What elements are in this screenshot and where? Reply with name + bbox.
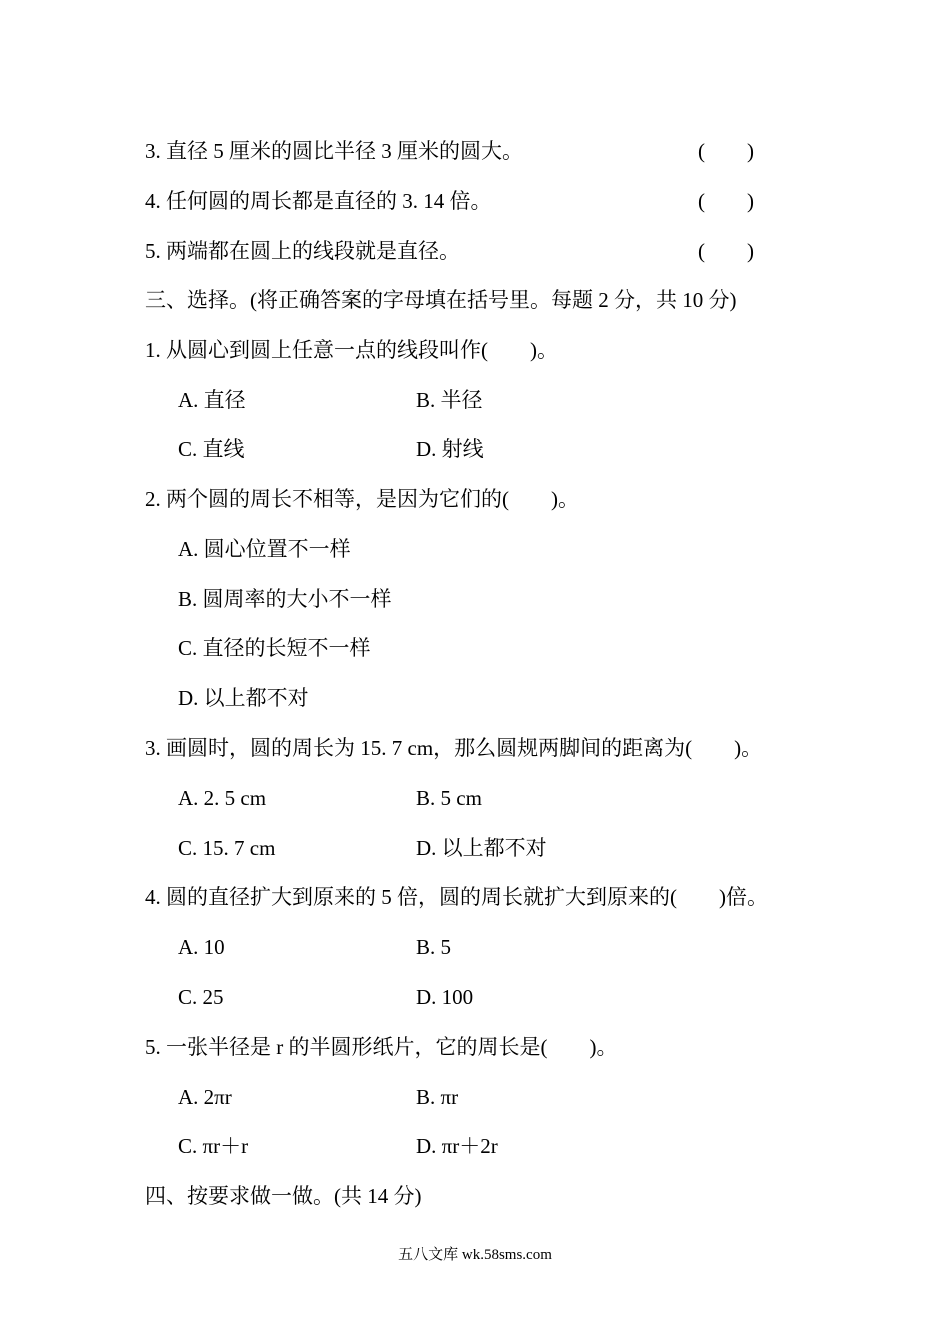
judge-item-3: 3. 直径 5 厘米的圆比半径 3 厘米的圆大。 <box>145 139 523 163</box>
question-4-option-a: A. 10 <box>178 935 225 959</box>
question-5-stem: 5. 一张半径是 r 的半圆形纸片，它的周长是( )。 <box>145 1035 618 1059</box>
judge-item-5: 5. 两端都在圆上的线段就是直径。 <box>145 239 460 263</box>
question-1-option-b: B. 半径 <box>416 388 483 412</box>
question-4-option-c: C. 25 <box>178 985 224 1009</box>
question-3-option-b: B. 5 cm <box>416 786 482 810</box>
question-1-option-a: A. 直径 <box>178 388 246 412</box>
question-5-option-b: B. πr <box>416 1085 459 1109</box>
question-5-option-c: C. πr＋r <box>178 1134 249 1158</box>
answer-parenthesis-5: ( ) <box>698 239 754 263</box>
question-4-stem: 4. 圆的直径扩大到原来的 5 倍，圆的周长就扩大到原来的( )倍。 <box>145 885 768 909</box>
judge-item-4: 4. 任何圆的周长都是直径的 3. 14 倍。 <box>145 189 492 213</box>
question-4-option-d: D. 100 <box>416 985 474 1009</box>
answer-parenthesis-3: ( ) <box>698 139 754 163</box>
question-5-option-d: D. πr＋2r <box>416 1134 498 1158</box>
question-1-option-c: C. 直线 <box>178 437 245 461</box>
question-4-option-b: B. 5 <box>416 935 452 959</box>
question-1-option-d: D. 射线 <box>416 437 484 461</box>
question-2-option-a: A. 圆心位置不一样 <box>178 537 351 561</box>
question-5-option-a: A. 2πr <box>178 1085 232 1109</box>
question-2-option-b: B. 圆周率的大小不一样 <box>178 587 392 611</box>
question-2-stem: 2. 两个圆的周长不相等，是因为它们的( )。 <box>145 487 579 511</box>
question-2-option-c: C. 直径的长短不一样 <box>178 636 371 660</box>
answer-parenthesis-4: ( ) <box>698 189 754 213</box>
page-footer-watermark: 五八文库 wk.58sms.com <box>398 1247 552 1263</box>
question-1-stem: 1. 从圆心到圆上任意一点的线段叫作( )。 <box>145 338 558 362</box>
question-2-option-d: D. 以上都不对 <box>178 686 309 710</box>
question-3-stem: 3. 画圆时，圆的周长为 15. 7 cm，那么圆规两脚间的距离为( )。 <box>145 736 763 760</box>
question-3-option-c: C. 15. 7 cm <box>178 836 276 860</box>
section-title-practice: 四、按要求做一做。(共 14 分) <box>145 1184 422 1208</box>
question-3-option-d: D. 以上都不对 <box>416 836 547 860</box>
question-3-option-a: A. 2. 5 cm <box>178 786 267 810</box>
section-title-choice: 三、选择。(将正确答案的字母填在括号里。每题 2 分，共 10 分) <box>145 288 737 312</box>
